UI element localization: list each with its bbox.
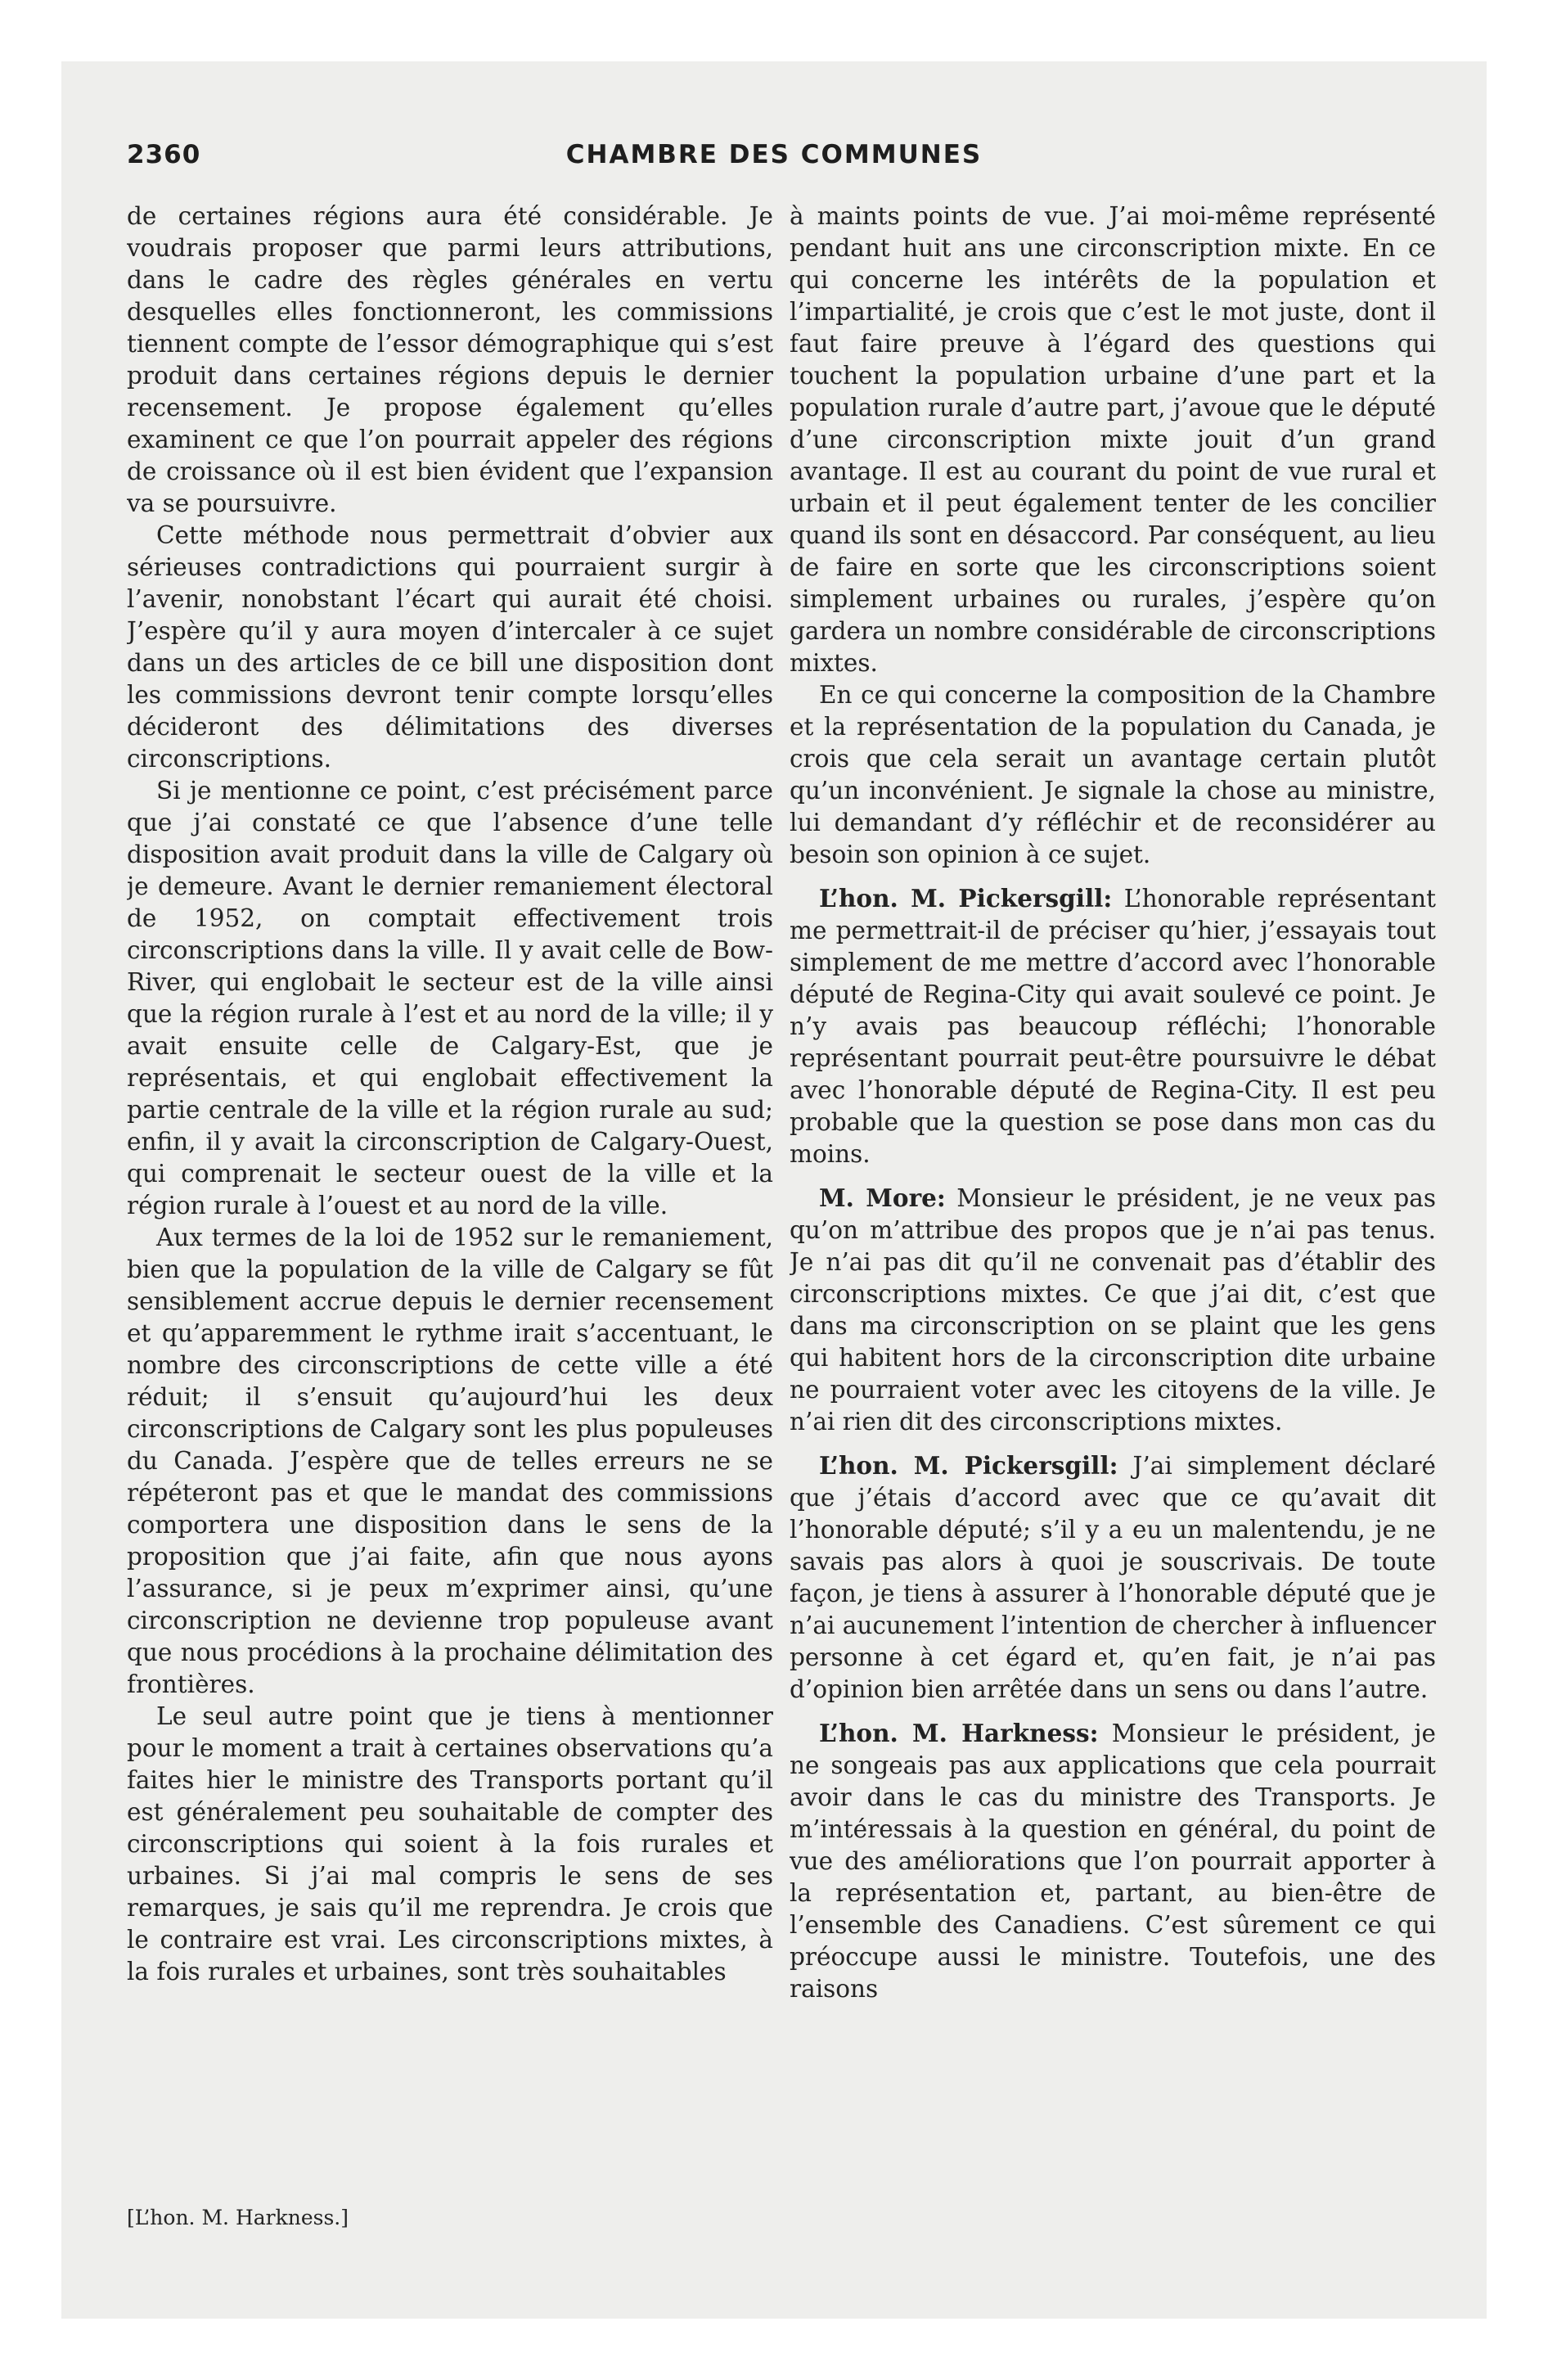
speaker-name: L’hon. M. Harkness:: [819, 1719, 1099, 1747]
speech-paragraph: [790, 1717, 1436, 2005]
page-sheet: [61, 61, 1487, 2319]
speech-text: L’honorable représentant me permettrait-il de préciser qu’hier, j’essayais tout simplement de me mettre d’accord avec l’honorable député de Regina-City qui avait soulevé ce point. Je n’y avais pas beaucoup réfléchi; l’honorable représentant pourrait peut-être poursuivre le débat avec l’honorable député de Regina-City. Il est peu probable que la question se pose dans mon cas du moins.: [790, 885, 1436, 1168]
paragraph: Si je mentionne ce point, c’est précisément parce que j’ai constaté ce que l’absence d’une telle disposition avait produit dans la ville de Calgary où je demeure. Avant le dernier remaniement électoral de 1952, on comptait effectivement trois circonscriptions dans la ville. Il y avait celle de Bow-River, qui englobait le secteur est de la ville ainsi que la région rurale à l’est et au nord de la ville; il y avait ensuite celle de Calgary-Est, que je représentais, et qui englobait effectivement la partie centrale de la ville et la région rurale au sud; enfin, il y avait la circonscription de Calgary-Ouest, qui comprenait le secteur ouest de la ville et la région rurale à l’ouest et au nord de la ville.: [127, 777, 773, 1219]
speech-text: Monsieur le président, je ne songeais pas aux applications que cela pourrait avoir dans le cas du ministre des Transports. Je m’intéressais à la question en général, du point de vue des améliorations que l’on pourrait apporter à la représentation et, partant, au bien-être de l’ensemble des Canadiens. C’est sûrement ce qui préoccupe aussi le ministre. Toutefois, une des raisons: [790, 1720, 1436, 2003]
paragraph: Cette méthode nous permettrait d’obvier aux sérieuses contradictions qui pourraient surgir à l’avenir, nonobstant l’écart qui aurait été choisi. J’espère qu’il y aura moyen d’intercaler à ce sujet dans un des articles de ce bill une disposition dont les commissions devront tenir compte lorsqu’elles décideront des délimitations des diverses circonscriptions.: [127, 521, 773, 773]
paragraph: Le seul autre point que je tiens à mentionner pour le moment a trait à certaines observations qu’a faites hier le ministre des Transports portant qu’il est généralement peu souhaitable de compter des circonscriptions qui soient à la fois rurales et urbaines. Si j’ai mal compris le sens de ses remarques, je sais qu’il me reprendra. Je crois que le contraire est vrai. Les circonscriptions mixtes, à la fois rurales et urbaines, sont très souhaitables: [127, 1702, 773, 1986]
speech-text: J’ai simplement déclaré que j’étais d’accord avec que ce qu’avait dit l’honorable député; s’il y a eu un malentendu, je ne savais pas alors à quoi je souscrivais. De toute façon, je tiens à assurer à l’honorable député que je n’ai aucunement l’intention de chercher à influencer personne à cet égard et, qu’en fait, je n’ai pas d’opinion bien arrêtée dans un sens ou dans l’autre.: [790, 1452, 1436, 1703]
speaker-name: L’hon. M. Pickersgill:: [819, 1451, 1118, 1480]
left-column: [127, 201, 773, 2165]
speech-text: Monsieur le président, je ne veux pas qu’on m’attribue des propos que je n’ai pas tenus. Je n’ai pas dit qu’il ne convenait pas d’établir des circonscriptions mixtes. Ce que j’ai dit, c’est que dans ma circonscription on se plaint que les gens qui habitent hors de la circonscription dite urbaine ne pourraient voter avec les citoyens de la ville. Je n’ai rien dit des circonscriptions mixtes.: [790, 1184, 1436, 1436]
speaker-name: L’hon. M. Pickersgill:: [819, 884, 1113, 913]
footer-speaker-note: [L’hon. M. Harkness.]: [127, 2206, 349, 2229]
running-header: CHAMBRE DES COMMUNES: [565, 140, 983, 169]
paragraph: Aux termes de la loi de 1952 sur le remaniement, bien que la population de la ville de Calgary se fût sensiblement accrue depuis le dernier recensement et qu’apparemment le rythme irait s’accentuant, le nombre des circonscriptions de cette ville a été réduit; il s’ensuit qu’aujourd’hui les deux circonscriptions de Calgary sont les plus populeuses du Canada. J’espère que de telles erreurs ne se répéteront pas et que le mandat des commissions comportera une disposition dans le sens de la proposition que j’ai faite, afin que nous ayons l’assurance, si je peux m’exprimer ainsi, qu’une circonscription ne devienne trop populeuse avant que nous procédions à la prochaine délimitation des frontières.: [127, 1224, 773, 1698]
page-number: 2360: [127, 140, 201, 169]
right-column: [790, 201, 1436, 2165]
paragraph: à maints points de vue. J’ai moi-même représenté pendant huit ans une circonscription mixte. En ce qui concerne les intérêts de la population et l’impartialité, je crois que c’est le mot juste, dont il faut faire preuve à l’égard des questions qui touchent la population urbaine d’une part et la population rurale d’autre part, j’avoue que le député d’une circonscription mixte jouit d’un grand avantage. Il est au courant du point de vue rural et urbain et il peut également tenter de les concilier quand ils sont en désaccord. Par conséquent, au lieu de faire en sorte que les circonscriptions soient simplement urbaines ou rurales, j’espère qu’on gardera un nombre considérable de circonscriptions mixtes.: [790, 202, 1436, 677]
speaker-name: M. More:: [819, 1183, 946, 1212]
speech-paragraph: [790, 882, 1436, 1170]
paragraph: En ce qui concerne la composition de la Chambre et la représentation de la population du Canada, je crois que cela serait un avantage certain plutôt qu’un inconvénient. Je signale la chose au ministre, lui demandant d’y réfléchir et de reconsidérer au besoin son opinion à ce sujet.: [790, 681, 1436, 868]
speech-paragraph: [790, 1182, 1436, 1438]
paragraph: de certaines régions aura été considérable. Je voudrais proposer que parmi leurs attributions, dans le cadre des règles générales en vertu desquelles elles fonctionneront, les commissions tiennent compte de l’essor démographique qui s’est produit dans certaines régions depuis le dernier recensement. Je propose également qu’elles examinent ce que l’on pourrait appeler des régions de croissance où il est bien évident que l’expansion va se poursuivre.: [127, 202, 773, 517]
speech-paragraph: [790, 1449, 1436, 1706]
